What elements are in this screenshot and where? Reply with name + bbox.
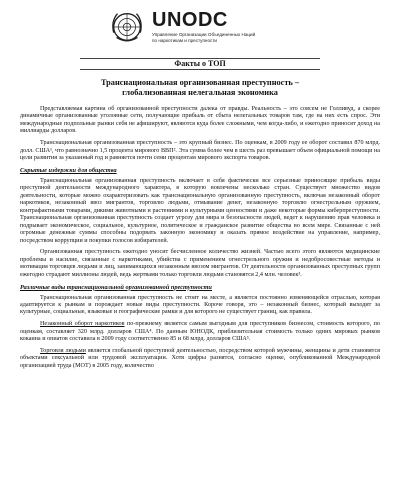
header	[0, 0, 400, 72]
brand-title: UNODC	[152, 9, 228, 31]
paragraph-trafficking-text: является глобальной преступной деятельностью, посредством которой мужчины, женщины и дети становятся объектами сексуальной или трудовой эксплуатации. Хотя цифры разнятся, согласно оценке, опубликованной Международной организацией труда (МОТ) в 2005 году, количество	[20, 348, 380, 369]
document-title	[20, 78, 380, 97]
human-trafficking-link[interactable]: Торговля людьми	[40, 348, 86, 355]
facts-label: Факты о ТОП	[80, 58, 320, 70]
un-emblem-icon	[108, 8, 146, 46]
paragraph-trafficking	[20, 348, 380, 370]
brand-subtitle-line1: Управление Организации Объединенных Наций	[152, 32, 256, 37]
section-heading-hidden-costs: Скрытые издержки для общества	[20, 166, 117, 174]
paragraph-drugs	[20, 321, 380, 343]
document-title-line2: глобализованная нелегальная экономика	[122, 87, 278, 97]
brand-subtitle-line2: по наркотикам и преступности	[152, 38, 217, 43]
paragraph-scope: Транснациональная организованная преступность включает в себя фактически все серьезные приносящие прибыль виды преступной деятельности международного характера, в которую вовлечены несколько стран. Существует множество видов деятельности, которые можно охарактеризовать как транснациональную организованную преступность, включая незаконный оборот наркотиков, незаконный ввоз мигрантов, торговлю людьми, отмывание денег, незаконную торговлю огнестрельным оружием, контрафактными товарами, дикими животными и растениями и культурными ценностями и даже некоторые формы киберпреступности. Транснациональная организованная преступность создает угрозу для мира и безопасности людей, ведет к нарушению прав человека и подрывает экономическое, социальное, культурное, политическое и гражданское развитие общества во всем мире. Связанные с ней огромные денежные суммы способны подорвать законную экономику и оказать прямое воздействие на управление, например, посредством коррупции и покупки голосов избирателей.	[20, 177, 380, 244]
document-title-line1: Транснациональная организованная преступность –	[100, 78, 300, 87]
paragraph-victims: Организованная преступность ежегодно уносит бесчисленное количество жизней. Частью всего этого являются медицинские проблемы и насилие, связанные с наркотиками, убийства с применением огнестрельного оружия и недобросовестные методы и мотивация торговцев людьми и лиц, занимающихся незаконным ввозом мигрантов. От деятельности организованных преступных групп ежегодно страдают миллионы людей, ведь жертвами только торговли людьми становятся 2,4 млн. человек³.	[20, 249, 380, 278]
paragraph-drugs-text: по-прежнему является самым выгодным для преступников бизнесом, стоимость которого, по оценкам, составляет 320 млрд. долларов США⁴. По данным ЮНОДК, приблизительная стоимость только одних мировых рынков кокаина и опиатов составила в 2009 году соответственно 85 и 68 млрд. долларов США⁵.	[20, 321, 381, 343]
drug-trafficking-link[interactable]: Незаконный оборот наркотиков	[40, 321, 125, 328]
brand-subtitle	[152, 32, 302, 44]
document-body	[20, 106, 380, 375]
section-heading-crime-types: Различные виды транснациональной организованной преступности	[20, 283, 212, 291]
paragraph-intro: Представляемая картина об организованной преступности далека от правды. Реальность – это совсем не Голливуд, а скорее динамичные организованные уголовные сети, получающие прибыль от сбыта нелегальных товаров там, где на них есть спрос. Эти международные подпольные рынки себя не афишируют, являются куда более сложными, чем когда-либо, и ежегодно приносят доход на миллиарды долларов.	[20, 106, 380, 135]
paragraph-evolution: Транснациональная организованная преступность не стоит на месте, а является постоянно изменяющейся отраслью, которая адаптируется к рынкам и порождает новые виды преступности. Короче говоря, это – незаконный бизнес, который выходит за культурные, социальные, языковые и географические рамки и для которого не существует границ, как правила.	[20, 294, 380, 316]
paragraph-business: Транснациональная организованная преступность – это крупный бизнес. По оценкам, в 2009 году ее оборот составил 870 млрд. долл. США¹, что равнозначно 1,5 процента мирового ВВП². Эта сумма более чем в шесть раз превышает объем официальной помощи на цели развития за указанный год и равняется почти семи процентам мирового экспорта товаров.	[20, 140, 380, 162]
